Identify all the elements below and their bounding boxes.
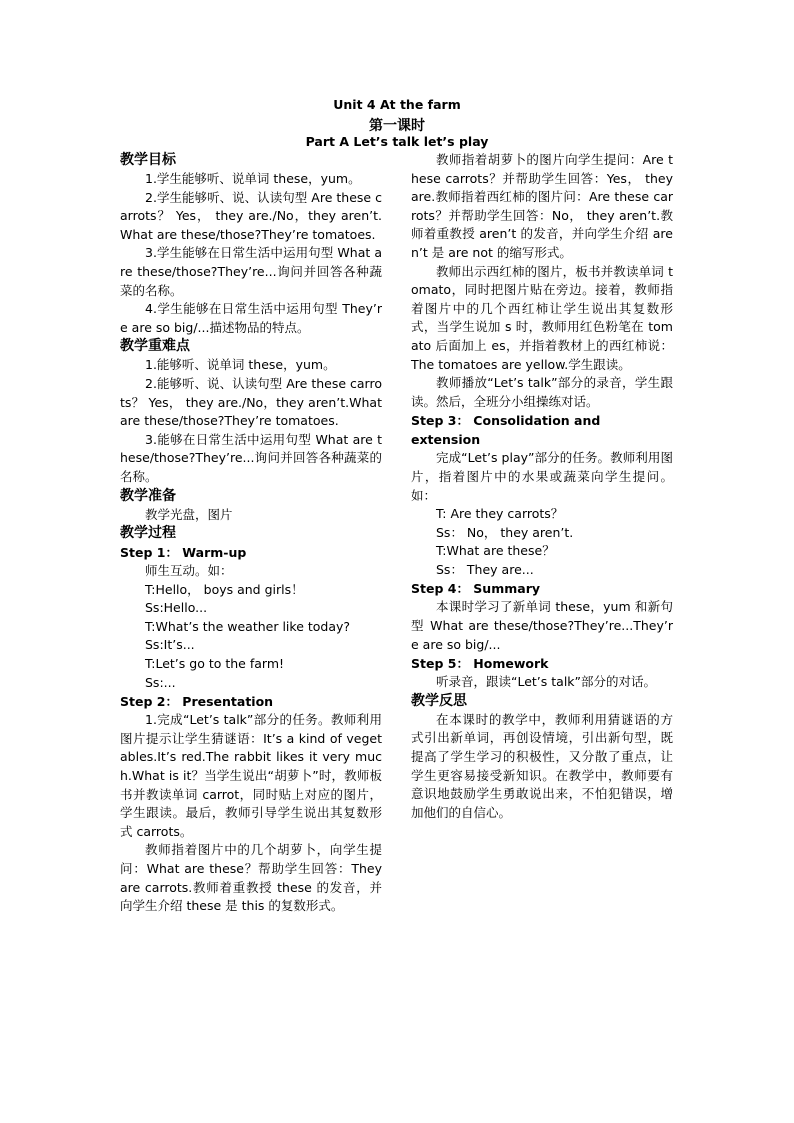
- dialogue-line: T:What are these？: [436, 543, 555, 559]
- dialogue-line: T:Let’s go to the farm!: [145, 656, 285, 672]
- dialogue-line: Ss： No， they aren’t.: [436, 524, 574, 540]
- step2-paragraph: 教师指着图片中的几个胡萝卜，向学生提问：What are these？帮助学生回答：They are carrots.教师着重教授 these 的发音，并向学生介绍 these 是 this 的复数形式。: [120, 842, 382, 914]
- step5-title: Step 5： Homework: [411, 656, 549, 672]
- part-title: Part A Let’s talk let’s play: [305, 134, 489, 149]
- step2-title: Step 2： Presentation: [120, 694, 274, 710]
- step2-paragraph: 教师指着胡萝卜的图片向学生提问：Are these carrots？并帮助学生回答：Yes， they are.教师指着西红柿的图片问：Are these carrots？并帮助学生回答：No， they aren’t.教师着重教授 aren’t 的发音，并向学生介绍 aren’t 是 are not 的缩写形式。: [411, 152, 673, 260]
- right-column: [411, 151, 673, 822]
- dialogue-line: T:What’s the weather like today?: [145, 618, 351, 634]
- key-point-item: 1.能够听、说单词 these，yum。: [145, 357, 336, 373]
- step1-title: Step 1： Warm-up: [120, 545, 247, 561]
- key-points-heading: 教学重难点: [120, 338, 190, 355]
- step4-text: 本课时学习了新单词 these，yum 和新句型 What are these/those?They’re...They’re are so big/...: [411, 599, 673, 652]
- step2-paragraph: 教师出示西红柿的图片，板书并教读单词 tomato，同时把图片贴在旁边。接着，教师指着图片中的几个西红柿让学生说出其复数形式，当学生说加 s 时，教师用红色粉笔在 tomato 后面加上 es，并指着教材上的西红柿说：The tomatoes are yellow.学生跟读。: [411, 263, 673, 372]
- lesson-title: 第一课时: [369, 118, 425, 134]
- unit-title: Unit 4 At the farm: [333, 97, 461, 112]
- dialogue-line: Ss:It’s...: [145, 637, 195, 653]
- key-point-item: 3.能够在日常生活中运用句型 What are these/those?They’re...询问并回答各种蔬菜的名称。: [120, 431, 382, 484]
- key-point-item: 2.能够听、说、认读句型 Are these carrots？ Yes， they are./No，they aren’t.What are these/those?They’re tomatoes.: [120, 375, 382, 429]
- dialogue-line: Ss:Hello...: [145, 600, 208, 616]
- preparation-text: 教学光盘，图片: [145, 506, 233, 522]
- objectives-heading: 教学目标: [120, 152, 176, 168]
- left-column: [120, 151, 382, 916]
- step4-title: Step 4： Summary: [411, 581, 541, 597]
- objective-item: 2.学生能够听、说、认读句型 Are these carrots？ Yes， they are./No，they aren’t.What are these/those?They’re tomatoes.: [120, 189, 382, 242]
- process-heading: 教学过程: [120, 525, 176, 542]
- dialogue-line: T:Hello， boys and girls！: [145, 581, 304, 597]
- objective-item: 3.学生能够在日常生活中运用句型 What are these/those?They’re...询问并回答各种蔬菜的名称。: [120, 245, 382, 298]
- preparation-heading: 教学准备: [120, 487, 176, 504]
- dialogue-line: Ss： They are...: [436, 561, 534, 577]
- dialogue-line: T: Are they carrots？: [436, 506, 564, 522]
- objective-item: 4.学生能够在日常生活中运用句型 They’re are so big/...描述物品的特点。: [120, 301, 382, 335]
- step5-text: 听录音，跟读“Let’s talk”部分的对话。: [436, 674, 657, 690]
- step2-paragraph: 教师播放“Let’s talk”部分的录音，学生跟读。然后，全班分小组操练对话。: [411, 375, 673, 409]
- step1-intro: 师生互动。如：: [145, 563, 233, 579]
- reflection-text: 在本课时的教学中，教师利用猜谜语的方式引出新单词，再创设情境，引出新句型，既提高了学生学习的积极性，又分散了重点，让学生更容易接受新知识。在教学中，教师要有意识地鼓励学生勇敢说出来，不怕犯错误，增加他们的自信心。: [411, 711, 673, 820]
- reflection-heading: 教学反思: [411, 692, 467, 709]
- step3-title: Step 3： Consolidation and extension: [411, 413, 601, 448]
- objective-item: 1.学生能够听、说单词 these，yum。: [145, 171, 361, 186]
- step2-paragraph: 1.完成“Let’s talk”部分的任务。教师利用图片提示让学生猜谜语：It’s a kind of vegetables.It’s red.The rabbit likes it very much.What is it？当学生说出“胡萝卜”时，教师板书并教读单词 carrot，同时贴上对应的图片，学生跟读。最后，教师引导学生说出其复数形式 carrots。: [120, 712, 382, 839]
- step3-intro: 完成“Let’s play”部分的任务。教师利用图片，指着图片中的水果或蔬菜向学生提问。如：: [411, 450, 673, 503]
- dialogue-line: Ss:...: [145, 674, 176, 690]
